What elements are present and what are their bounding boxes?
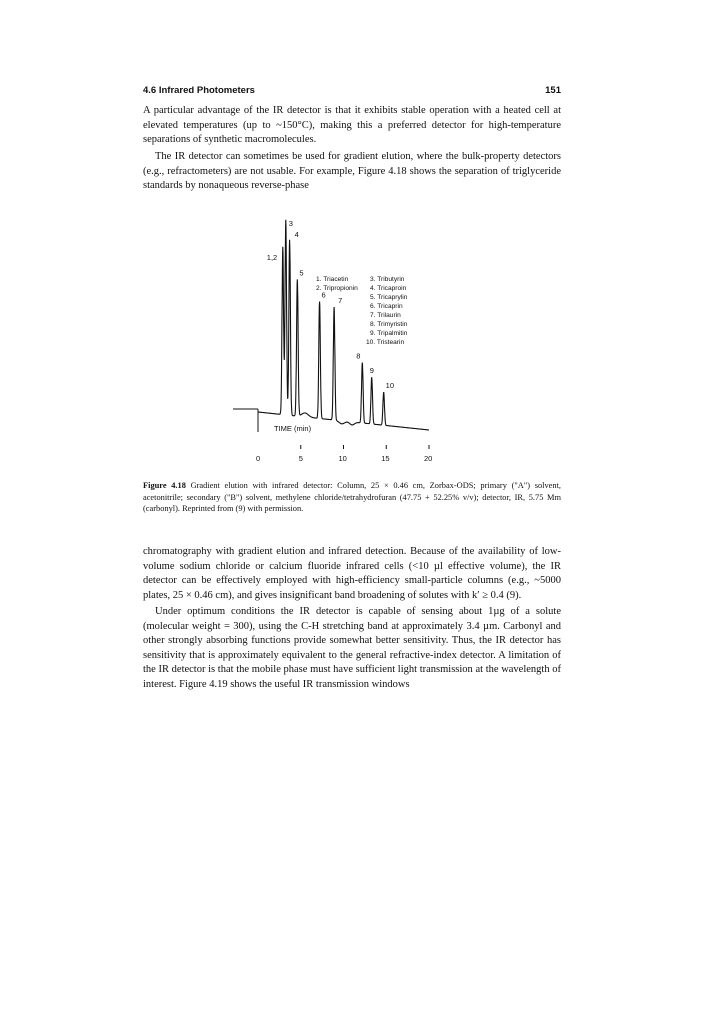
legend-entry: 3. Tributyrin: [370, 276, 405, 283]
x-axis-ticks: [256, 445, 432, 463]
x-tick-label: 15: [381, 454, 390, 463]
paragraph-1: A particular advantage of the IR detector is that it exhibits stable operation with a heated cell at elevated temperatures (up to ~150°C), making this a preferred detector for high-temperature separations of synthetic macromolecules.: [143, 105, 561, 146]
x-axis-label: TIME (min): [274, 424, 312, 433]
peak-label: 7: [338, 295, 343, 305]
peak-label: 6: [321, 290, 326, 300]
legend-entry: 1. Triacetin: [316, 276, 349, 283]
paragraph-2: The IR detector can sometimes be used for gradient elution, where the bulk-property detectors (e.g., refractometers) are not usable. For example, Figure 4.18 shows the separation of triglyceride standards by nonaqueous reverse-phase: [143, 151, 561, 192]
legend-entry: 10. Tristearin: [366, 339, 405, 346]
caption-label: Figure 4.18: [143, 481, 186, 490]
paragraph-4: Under optimum conditions the IR detector is capable of sensing about 1µg of a solute (molecular weight = 300), using the C-H stretching band at approximately 3.4 µm. Carbonyl and other strongly absorbing functions provide somewhat better sensitivity. Thus, the IR detector has sensitivity that is approximately equivalent to the general refractive-index detector. A limitation of the IR detector is that the mobile phase must have sufficient light transmission at the wavelength of interest. Figure 4.19 shows the useful IR transmission windows: [143, 606, 561, 690]
peak-label: 4: [294, 230, 299, 239]
x-tick-label: 5: [298, 454, 303, 463]
peak-label: 3: [288, 219, 293, 228]
x-tick-label: 10: [338, 454, 347, 463]
section-title: 4.6 Infrared Photometers: [143, 85, 255, 96]
peak-label: 5: [299, 268, 304, 278]
peak-legend: [316, 276, 408, 346]
paragraph-3: chromatography with gradient elution and infrared detection. Because of the availability of low-volume sodium chloride or calcium fluoride infrared cells (<10 µl effective volume), the IR detector can be effectively employed with high-efficiency small-particle columns (e.g., ~5000 plates, 25 × 0.46 cm), and gives insignificant band broadening of solutes with k′ ≥ 0.4 (9).: [143, 546, 561, 601]
peak-label: 10: [385, 381, 395, 391]
peak-label: 9: [369, 366, 374, 376]
page-number: 151: [545, 85, 561, 96]
legend-entry: 4. Tricaproin: [370, 285, 407, 292]
peak-label: 8: [356, 351, 361, 361]
legend-entry: 9. Tripalmitin: [370, 330, 408, 337]
x-tick-label: 20: [424, 454, 433, 463]
figure-caption: [143, 480, 561, 515]
legend-entry: 6. Tricaprin: [370, 303, 403, 310]
caption-text: Gradient elution with infrared detector: Column, 25 × 0.46 cm, Zorbax-ODS; primary ("A") solvent, acetonitrile; secondary ("B") solvent, methylene chloride/tetrahydrofuran (47.75 + 52.25% v/v); detector, IR, 5.75 Mm (carbonyl). Reprinted from (9) with permission.: [143, 481, 561, 513]
legend-entry: 5. Tricaprylin: [370, 294, 408, 301]
x-tick-label: 0: [256, 454, 261, 463]
legend-entry: 8. Trimyristin: [370, 321, 408, 328]
legend-entry: 2. Tripropionin: [316, 285, 358, 292]
peak-label: 1,2: [266, 253, 278, 262]
legend-entry: 7. Trilaurin: [370, 312, 401, 319]
